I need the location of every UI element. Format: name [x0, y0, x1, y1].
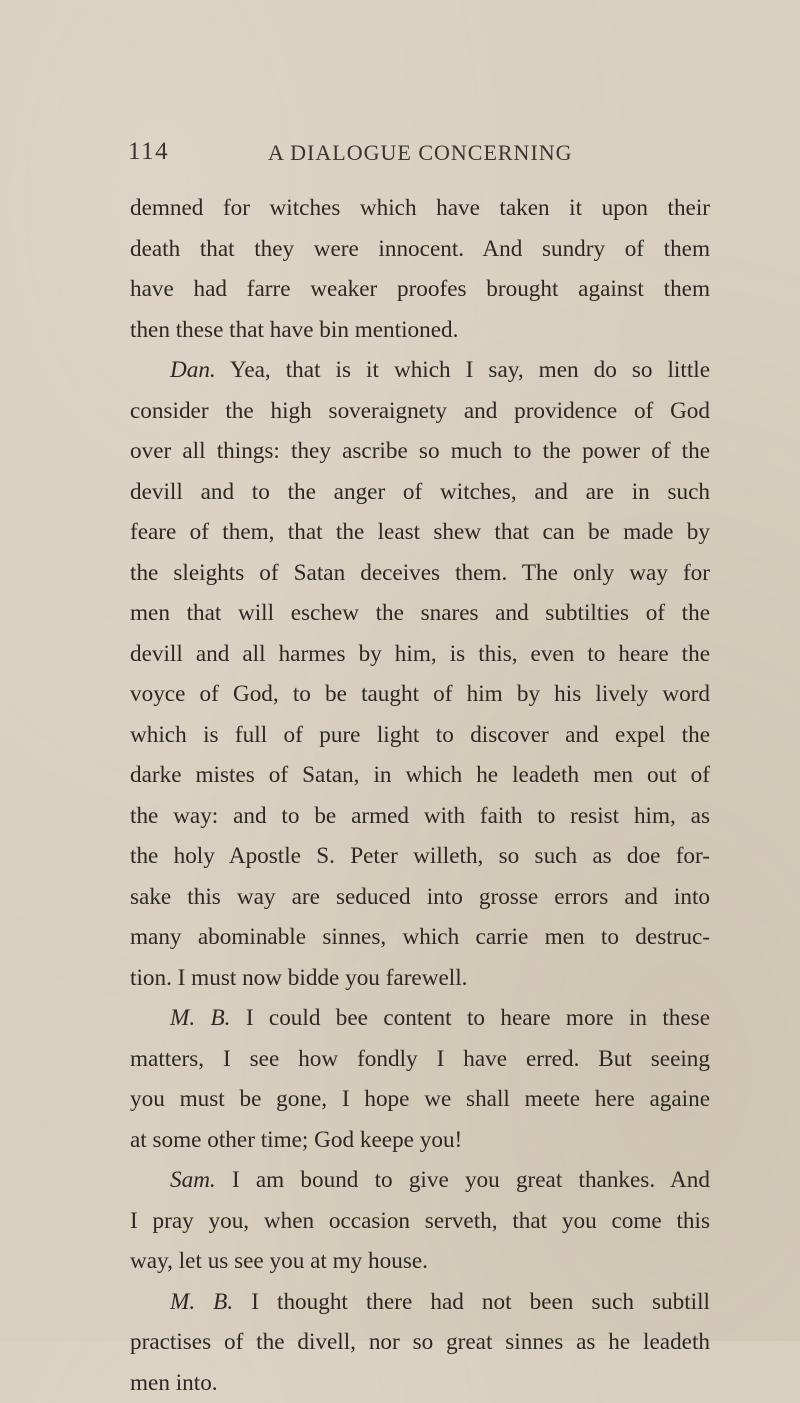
line-text: devill and to the anger of witches, and are in such	[130, 479, 710, 505]
text-line	[130, 917, 710, 958]
page-header	[128, 138, 688, 174]
text-line	[130, 998, 710, 1039]
line-text: have had farre weaker proofes brought against them	[130, 276, 710, 302]
line-text: I pray you, when occasion serveth, that you come this	[130, 1208, 710, 1234]
line-text: practises of the divell, nor so great sinnes as he leadeth	[130, 1329, 710, 1355]
body-text	[130, 188, 710, 1403]
text-line	[130, 1079, 710, 1120]
text-line	[130, 593, 710, 634]
line-text: tion. I must now bidde you farewell.	[130, 965, 467, 991]
page-number: 114	[128, 138, 169, 166]
text-line	[130, 1282, 710, 1323]
line-text: you must be gone, I hope we shall meete here againe	[130, 1086, 710, 1112]
text-line	[130, 715, 710, 756]
text-line	[130, 391, 710, 432]
text-line	[130, 1201, 710, 1242]
running-head: A DIALOGUE CONCERNING	[268, 140, 573, 166]
text-line	[130, 877, 710, 918]
line-text: voyce of God, to be taught of him by his lively word	[130, 681, 710, 707]
line-text: which is full of pure light to discover and expel the	[130, 722, 710, 748]
line-text: many abominable sinnes, which carrie men to destruc-	[130, 924, 710, 950]
text-line	[130, 553, 710, 594]
line-text: darke mistes of Satan, in which he leadeth men out of	[130, 762, 710, 788]
speaker-name: Sam.	[170, 1167, 216, 1193]
line-text: I am bound to give you great thankes. And	[216, 1167, 710, 1193]
text-line	[130, 836, 710, 877]
line-text: at some other time; God keepe you!	[130, 1127, 462, 1153]
text-line	[130, 310, 710, 351]
line-text: devill and all harmes by him, is this, even to heare the	[130, 641, 710, 667]
text-line	[130, 1322, 710, 1363]
text-line	[130, 472, 710, 513]
text-line	[130, 1160, 710, 1201]
text-line	[130, 796, 710, 837]
line-text: then these that have bin mentioned.	[130, 317, 458, 343]
text-line	[130, 188, 710, 229]
line-text: matters, I see how fondly I have erred. But seeing	[130, 1046, 710, 1072]
line-text: sake this way are seduced into grosse errors and into	[130, 884, 710, 910]
line-text: I thought there had not been such subtill	[233, 1289, 710, 1315]
text-line	[130, 350, 710, 391]
line-text: the sleights of Satan deceives them. The only way for	[130, 560, 710, 586]
line-text: Yea, that is it which I say, men do so little	[216, 357, 710, 383]
line-text: demned for witches which have taken it upon their	[130, 195, 710, 221]
speaker-name: M. B.	[170, 1005, 230, 1031]
text-line	[130, 958, 710, 999]
line-text: the holy Apostle S. Peter willeth, so such as doe for-	[130, 843, 710, 869]
text-line	[130, 229, 710, 270]
text-line	[130, 431, 710, 472]
line-text: consider the high soveraignety and providence of God	[130, 398, 710, 424]
line-text: men that will eschew the snares and subtilties of the	[130, 600, 710, 626]
line-text: men into.	[130, 1370, 218, 1396]
speaker-name: Dan.	[170, 357, 216, 383]
text-line	[130, 1241, 710, 1282]
text-line	[130, 1363, 710, 1403]
line-text: the way: and to be armed with faith to resist him, as	[130, 803, 710, 829]
text-line	[130, 1039, 710, 1080]
line-text: I could bee content to heare more in these	[230, 1005, 710, 1031]
speaker-name: M. B.	[170, 1289, 233, 1315]
text-line	[130, 269, 710, 310]
text-line	[130, 674, 710, 715]
text-line	[130, 512, 710, 553]
line-text: feare of them, that the least shew that can be made by	[130, 519, 710, 545]
text-line	[130, 755, 710, 796]
line-text: way, let us see you at my house.	[130, 1248, 428, 1274]
line-text: over all things: they ascribe so much to the power of the	[130, 438, 710, 464]
text-line	[130, 634, 710, 675]
line-text: death that they were innocent. And sundry of them	[130, 236, 710, 262]
text-line	[130, 1120, 710, 1161]
